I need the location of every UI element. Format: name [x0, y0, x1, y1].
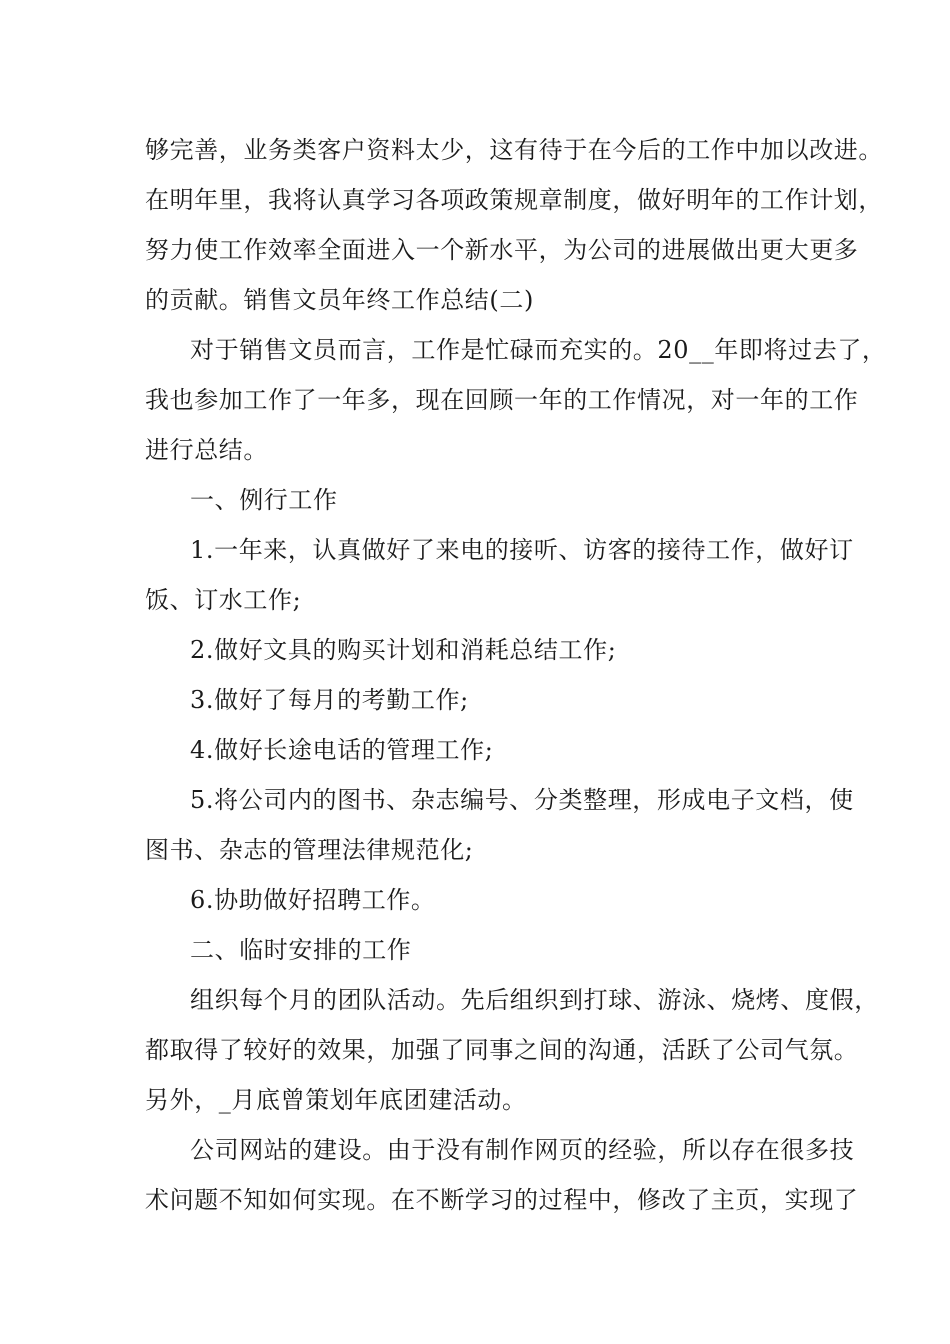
text-line: 我也参加工作了一年多，现在回顾一年的工作情况，对一年的工作	[145, 386, 859, 414]
text-line: 另外，_月底曾策划年底团建活动。	[145, 1086, 527, 1114]
list-item: 3.做好了每月的考勤工作;	[190, 686, 469, 714]
paragraph-start: 公司网站的建设。由于没有制作网页的经验，所以存在很多技	[190, 1136, 855, 1164]
text-line: 够完善，业务类客户资料太少，这有待于在今后的工作中加以改进。	[145, 136, 883, 164]
text-line: 进行总结。	[145, 436, 268, 464]
list-item: 1.一年来，认真做好了来电的接听、访客的接待工作，做好订	[190, 536, 854, 564]
list-item: 5.将公司内的图书、杂志编号、分类整理，形成电子文档，使	[190, 786, 854, 814]
text-line: 图书、杂志的管理法律规范化;	[145, 836, 474, 864]
list-item: 4.做好长途电话的管理工作;	[190, 736, 494, 764]
list-item: 2.做好文具的购买计划和消耗总结工作;	[190, 636, 617, 664]
paragraph-start: 对于销售文员而言，工作是忙碌而充实的。20__年即将过去了，	[190, 336, 887, 364]
text-line: 饭、订水工作;	[145, 586, 302, 614]
text-line: 的贡献。销售文员年终工作总结(二)	[145, 286, 534, 314]
list-item: 6.协助做好招聘工作。	[190, 886, 436, 914]
text-line: 都取得了较好的效果，加强了同事之间的沟通，活跃了公司气氛。	[145, 1036, 859, 1064]
section-heading: 一、例行工作	[190, 486, 338, 514]
section-heading: 二、临时安排的工作	[190, 936, 412, 964]
text-line: 在明年里，我将认真学习各项政策规章制度，做好明年的工作计划，	[145, 186, 883, 214]
text-line: 努力使工作效率全面进入一个新水平，为公司的进展做出更大更多	[145, 236, 859, 264]
text-line: 术问题不知如何实现。在不断学习的过程中，修改了主页，实现了	[145, 1186, 859, 1214]
paragraph-start: 组织每个月的团队活动。先后组织到打球、游泳、烧烤、度假，	[190, 986, 879, 1014]
